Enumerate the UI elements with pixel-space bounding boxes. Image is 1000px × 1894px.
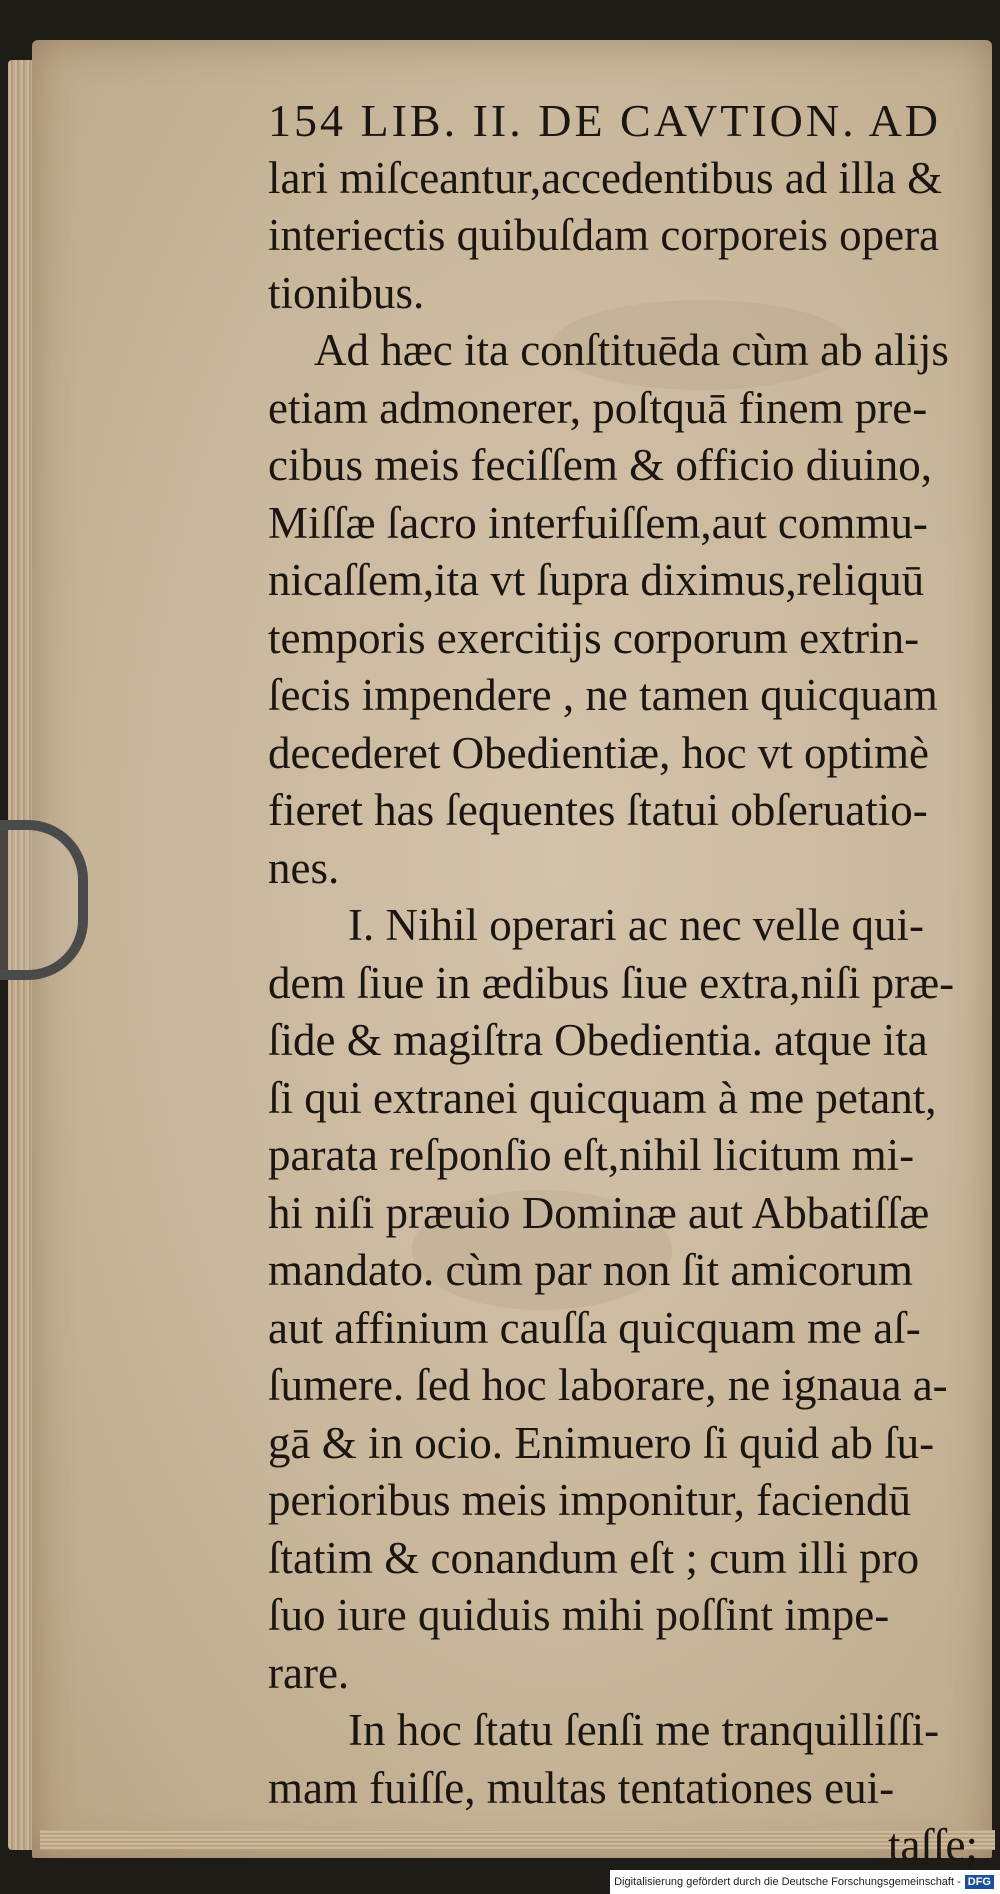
text-line: temporis exercitijs corporum extrin- xyxy=(268,612,920,663)
text-line: perioribus meis imponitur, faciendū xyxy=(268,1475,912,1525)
book-clasp xyxy=(0,820,88,980)
text-line: decederet Obedientiæ, hoc vt optimè xyxy=(268,727,930,778)
running-header: 154 LIB. II. DE CAVTION. AD xyxy=(268,95,942,146)
text-line: cibus meis feciſſem & officio diuino, xyxy=(268,440,933,490)
text-line: ſuo iure quiduis mihi poſſint impe- xyxy=(268,1590,890,1640)
text-line: gā & in ocio. Enimuero ſi quid ab ſu- xyxy=(268,1417,935,1468)
credit-text: Digitalisierung gefördert durch die Deutsche Forschungsgemeinschaft - xyxy=(614,1876,961,1888)
text-line: ſide & magiſtra Obedientia. atque ita xyxy=(268,1015,928,1065)
text-line: etiam admonerer, poſtquā finem pre- xyxy=(268,382,928,433)
dfg-logo: DFG xyxy=(965,1875,994,1889)
text-line: ſecis impendere , ne tamen quicquam xyxy=(268,670,938,720)
digitization-credit xyxy=(610,1870,1000,1894)
text-line: mandato. cùm par non ſit amicorum xyxy=(268,1245,913,1295)
text-line: parata reſponſio eſt,nihil licitum mi- xyxy=(268,1130,915,1180)
page-text xyxy=(268,92,988,1875)
text-line: rare. xyxy=(268,1647,350,1698)
text-line: In hoc ſtatu ſenſi me tranquilliſſi- xyxy=(348,1705,940,1755)
text-line: tionibus. xyxy=(268,267,425,318)
text-line: interiectis quibuſdam corporeis opera xyxy=(268,210,940,260)
text-line: Miſſæ ſacro interfuiſſem,aut commu- xyxy=(268,497,928,548)
text-line: aut affinium cauſſa quicquam me aſ- xyxy=(268,1302,921,1353)
text-line: Ad hæc ita conſtituēda cùm ab alijs xyxy=(314,325,949,375)
text-line: ſi qui extranei quicquam à me petant, xyxy=(268,1072,937,1123)
text-line: dem ſiue in ædibus ſiue extra,niſi præ- xyxy=(268,957,955,1008)
text-line: ſtatim & conandum eſt ; cum illi pro xyxy=(268,1532,920,1583)
catchword: taſſe; xyxy=(888,1820,978,1870)
text-line: fieret has ſequentes ſtatui obſeruatio- xyxy=(268,785,928,835)
text-line: ſumere. ſed hoc laborare, ne ignaua a- xyxy=(268,1360,948,1410)
text-line: mam fuiſſe, multas tentationes eui- xyxy=(268,1762,895,1813)
text-line: lari miſceantur,accedentibus ad illa & xyxy=(268,152,943,203)
text-line: I. Nihil operari ac nec velle qui- xyxy=(348,900,924,950)
text-line: hi niſi præuio Dominæ aut Abbatiſſæ xyxy=(268,1187,930,1238)
text-line: nicaſſem,ita vt ſupra diximus,reliquū xyxy=(268,555,925,605)
text-line: nes. xyxy=(268,842,340,893)
